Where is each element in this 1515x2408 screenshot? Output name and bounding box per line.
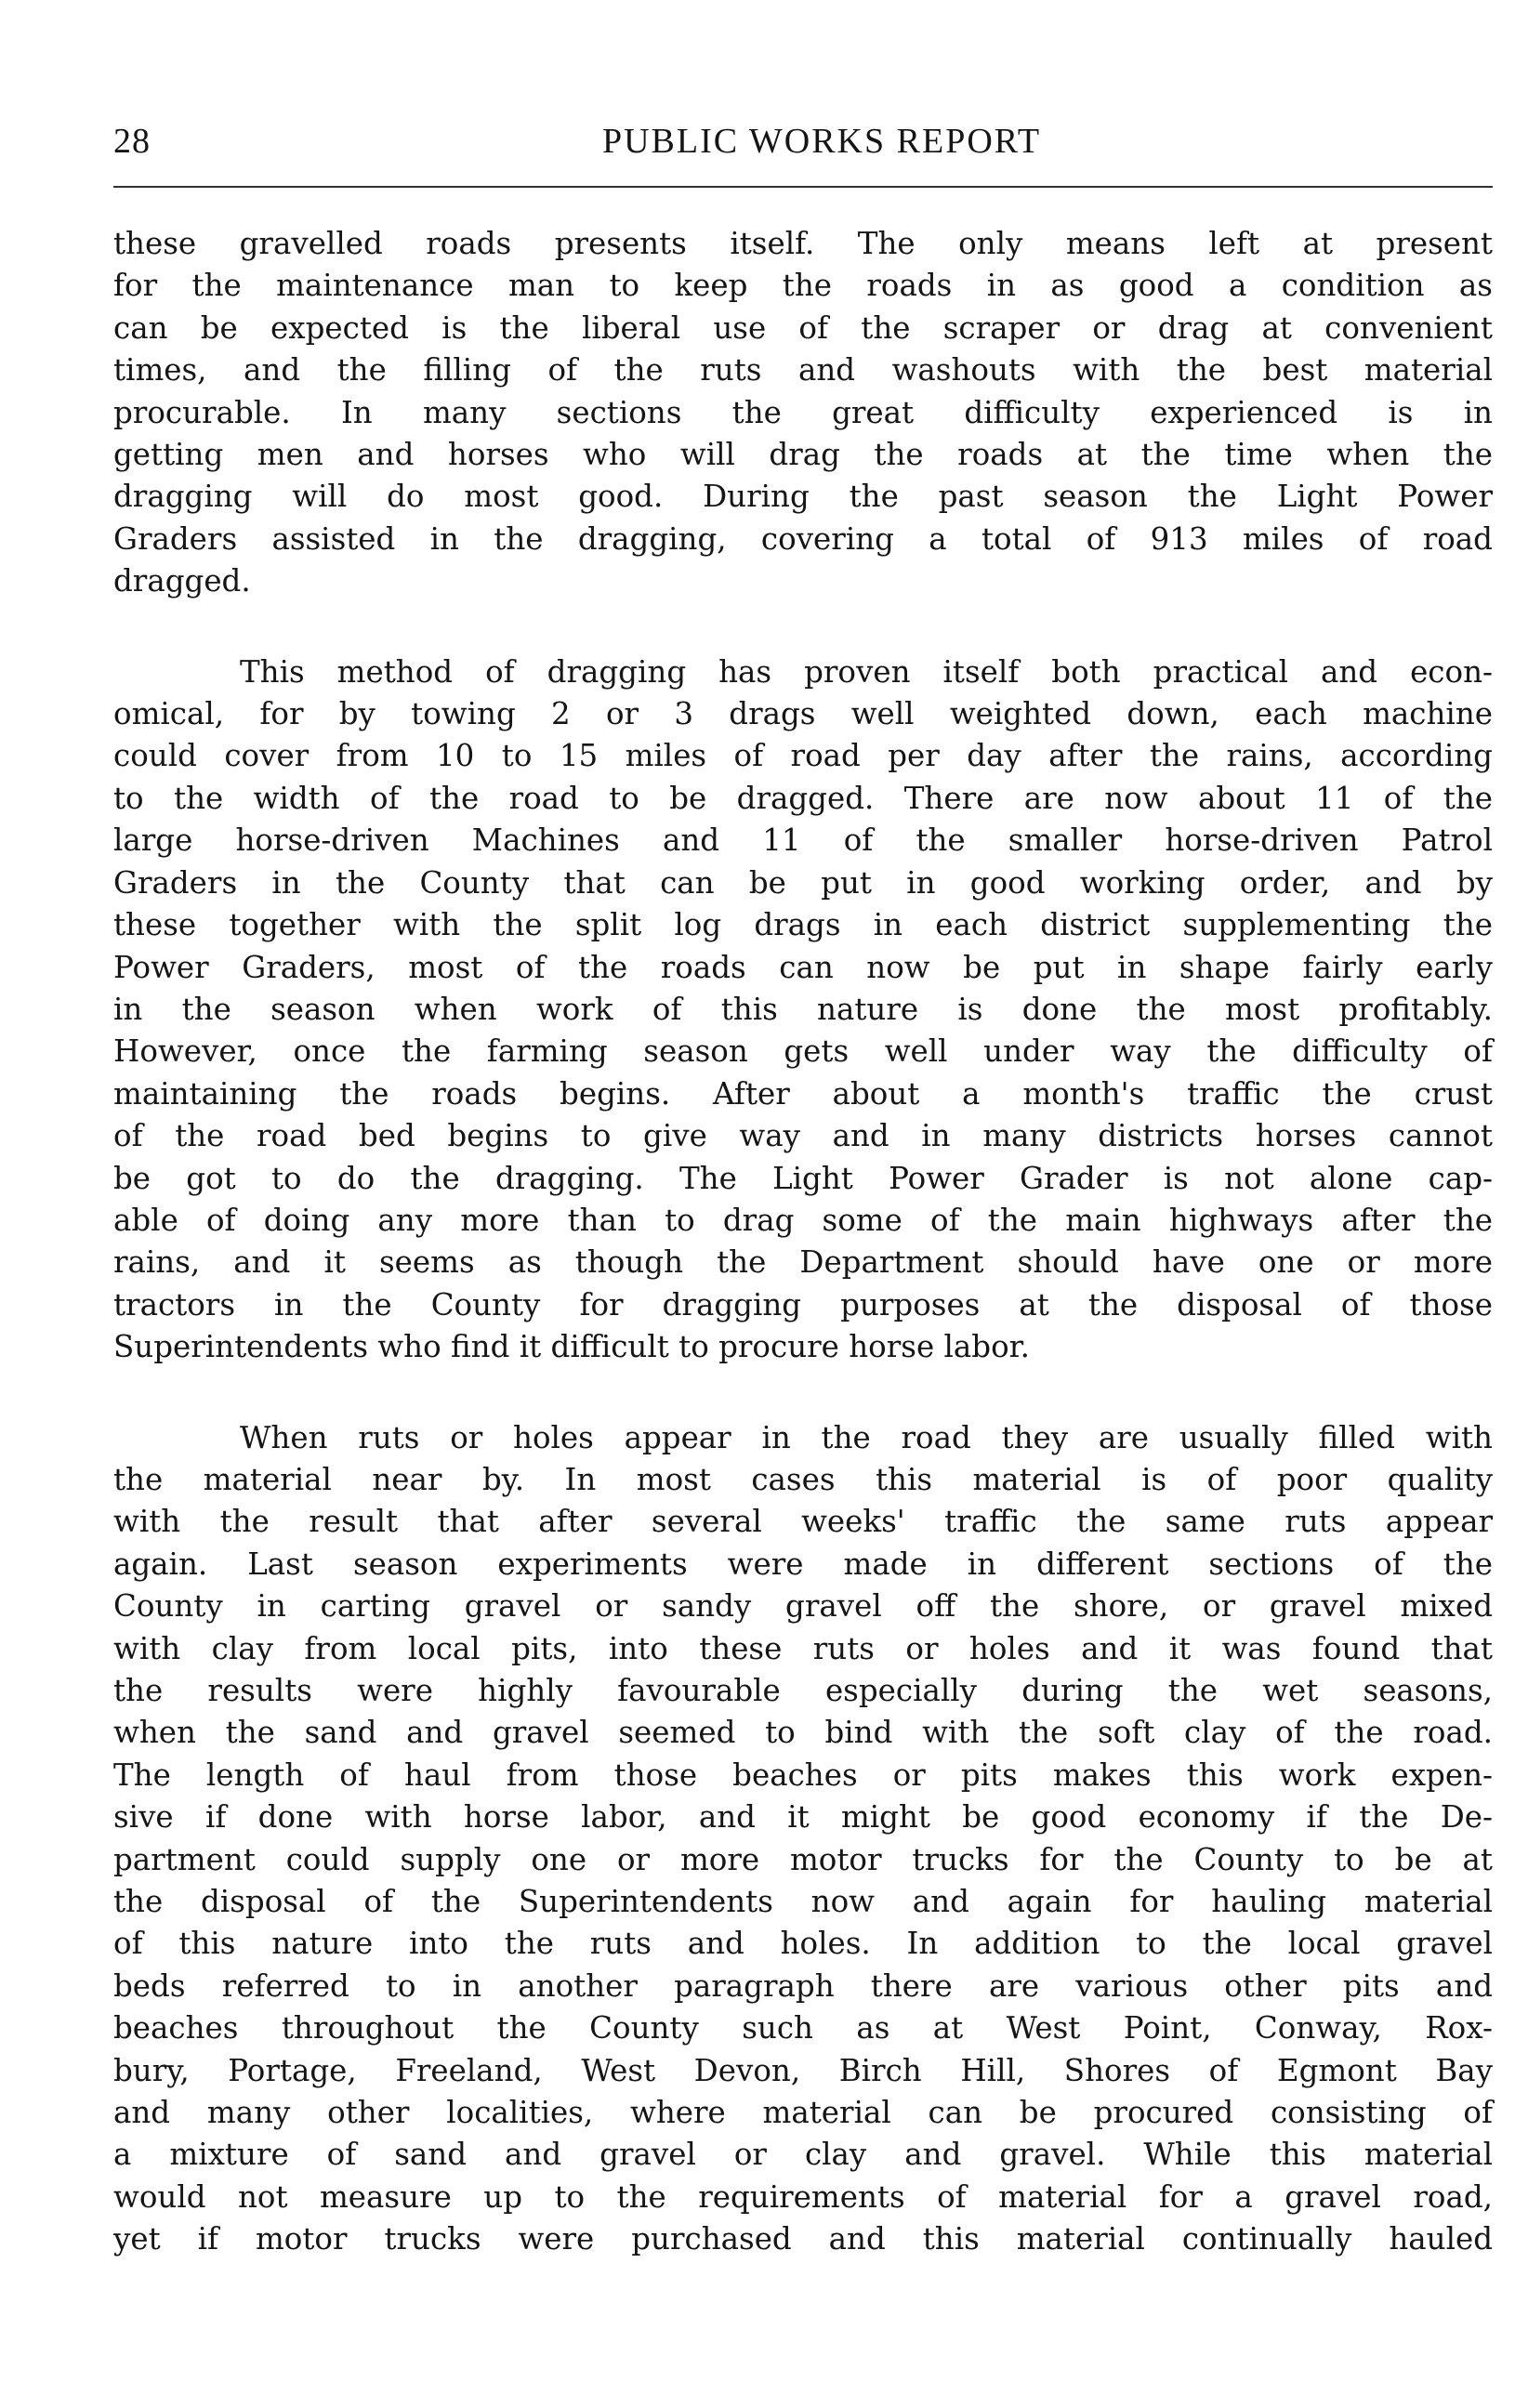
text-line: these gravelled roads presents itself. The only means left at present [113,226,1493,261]
text-line: omical, for by towing 2 or 3 drags well weighted down, each machine [113,696,1493,732]
text-line: partment could supply one or more motor trucks for the County to be at [113,1841,1493,1877]
text-line: Graders assisted in the dragging, covering a total of 913 miles of road [113,520,1493,557]
text-line: yet if motor trucks were purchased and this material continually hauled [113,2221,1493,2257]
text-line: the material near by. In most cases this material is of poor quality [113,1461,1493,1497]
text-line: again. Last season experiments were made in different sections of the [113,1546,1493,1582]
text-line: procurable. In many sections the great difficulty experienced is in [113,394,1493,430]
text-line: large horse-driven Machines and 11 of the smaller horse-driven Patrol [113,822,1493,859]
text-line: the disposal of the Superintendents now and again for hauling material [113,1884,1493,1920]
text-line: be got to do the dragging. The Light Power Grader is not alone cap- [113,1160,1493,1196]
page-number: 28 [113,122,151,161]
text-line: beds referred to in another paragraph there are various other pits and [113,1967,1493,2004]
text-line: Graders in the County that can be put in good working order, and by [113,864,1493,901]
text-line: dragged. [113,563,251,599]
text-line: when the sand and gravel seemed to bind with the soft clay of the road. [113,1715,1493,1751]
text-line: County in carting gravel or sandy gravel off the shore, or gravel mixed [113,1588,1493,1625]
text-line: and many other localities, where material can be procured consisting of [113,2095,1493,2131]
text-line: Power Graders, most of the roads can now be put in shape fairly early [113,949,1493,985]
header-rule [113,186,1493,188]
text-line: Superintendents who find it difficult to procure horse labor. [113,1329,1030,1365]
text-line: of the road bed begins to give way and in many districts horses cannot [113,1118,1493,1154]
text-line: could cover from 10 to 15 miles of road per day after the rains, according [113,738,1493,774]
text-line: to the width of the road to be dragged. There are now about 11 of the [113,780,1493,816]
text-line: times, and the filling of the ruts and washouts with the best material [113,352,1493,388]
text-line: getting men and horses who will drag the roads at the time when the [113,437,1493,473]
text-line: When ruts or holes appear in the road they are usually filled with [240,1419,1493,1455]
text-line: these together with the split log drags in each district supplementing the [113,907,1493,943]
text-line: dragging will do most good. During the past season the Light Power [113,479,1493,515]
text-line: The length of haul from those beaches or pits makes this work expen- [113,1757,1493,1793]
paragraph-2 [113,651,1493,1369]
text-line: of this nature into the ruts and holes. In addition to the local gravel [113,1926,1493,1962]
paragraph-1 [113,223,1493,603]
page-header-title: PUBLIC WORKS REPORT [601,122,1042,161]
text-line: would not measure up to the requirements of material for a gravel road, [113,2178,1493,2215]
paragraph-gap [113,603,1493,651]
text-line: for the maintenance man to keep the roads in as good a condition as [113,268,1493,304]
text-line: able of doing any more than to drag some of the main highways after the [113,1202,1493,1238]
text-line: beaches throughout the County such as at West Point, Conway, Rox- [113,2010,1493,2046]
body-text [113,223,1493,2261]
text-line: sive if done with horse labor, and it might be good economy if the De- [113,1799,1493,1836]
text-line: rains, and it seems as though the Department should have one or more [113,1244,1493,1281]
text-line: This method of dragging has proven itself both practical and econ- [240,653,1493,690]
paragraph-3 [113,1417,1493,2261]
running-head [113,121,1493,177]
text-line: However, once the farming season gets well under way the difficulty of [113,1033,1493,1070]
text-line: can be expected is the liberal use of the scraper or drag at convenient [113,309,1493,346]
text-line: with the result that after several weeks' traffic the same ruts appear [113,1504,1493,1540]
text-line: tractors in the County for dragging purposes at the disposal of those [113,1286,1493,1322]
text-line: maintaining the roads begins. After about a month's traffic the crust [113,1075,1493,1112]
text-line: bury, Portage, Freeland, West Devon, Birch Hill, Shores of Egmont Bay [113,2052,1493,2088]
text-line: in the season when work of this nature is done the most profitably. [113,991,1493,1027]
text-line: a mixture of sand and gravel or clay and gravel. While this material [113,2137,1493,2173]
text-line: the results were highly favourable especially during the wet seasons, [113,1673,1493,1708]
text-line: with clay from local pits, into these ruts or holes and it was found that [113,1630,1493,1666]
paragraph-gap [113,1369,1493,1417]
